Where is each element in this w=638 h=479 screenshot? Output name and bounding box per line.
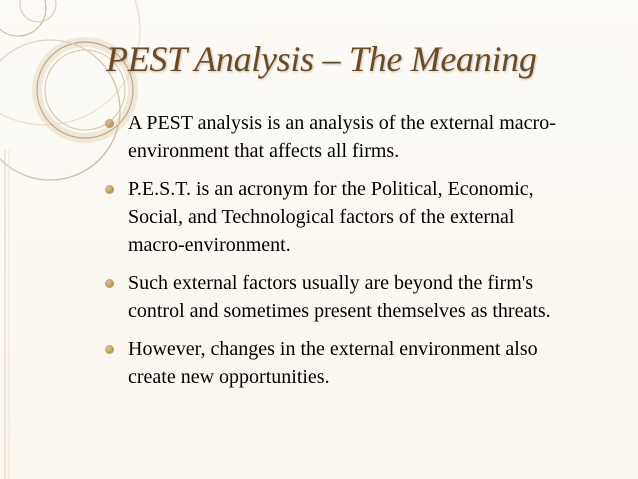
bullet-line: A PEST analysis is an analysis of the external macro- [128,112,556,134]
bullet-line: Such external factors usually are beyond the firm's [128,272,534,294]
bullet-item [108,175,608,259]
bullet-line: create new opportunities. [128,366,330,388]
bullet-line: Social, and Technological factors of the external [128,206,515,228]
bullet-item [108,269,608,325]
bullet-icon [105,345,114,354]
slide-title: PEST Analysis – The Meaning [106,39,537,79]
bullet-item [108,335,608,391]
bullet-line: However, changes in the external environment also [128,338,538,360]
bullet-item [108,109,608,165]
bullet-line: macro-environment. [128,234,291,256]
bullet-icon [105,279,114,288]
bullet-list [108,109,608,401]
bullet-line: environment that affects all firms. [128,140,400,162]
bullet-icon [105,185,114,194]
bullet-icon [105,119,114,128]
bullet-line: P.E.S.T. is an acronym for the Political, Economic, [128,178,534,200]
bullet-line: control and sometimes present themselves as threats. [128,300,551,322]
